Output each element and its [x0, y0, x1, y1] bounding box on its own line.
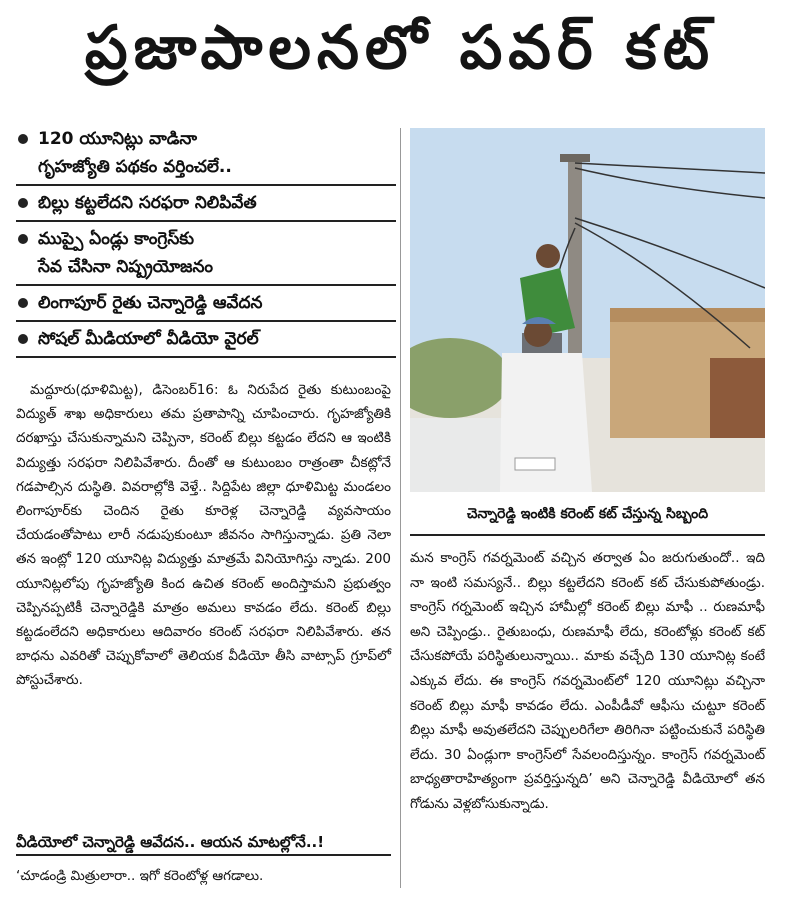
article-paragraph: మద్దూరు(ధూళిమిట్ట), డిసెంబర్16: ఓ నిరుపేద రైతు కుటుంబంపై విద్యుత్ శాఖ అధికారులు తమ ప్రతాపాన్ని చూపించారు. గృహజ్యోతికి దరఖాస్తు చేసుకున్నామని చెప్పినా, కరెంట్ బిల్లు కట్టడం లేదని ఆ ఇంటికి విద్యుత్తు సరఫరా నిలిపివేశారు. దీంతో ఆ కుటుంబం రాత్రంతా చీకట్లోనే గడపాల్సిన దుస్థితి. వివరాల్లోకి వెళ్తే.. సిద్దిపేట జిల్లా ధూళిమిట్ట మండలం లింగాపూర్‌కు చెందిన రైతు కూరెళ్ల చెన్నారెడ్డి వ్యవసాయం చేయడంతోపాటు లారీ నడుపుకుంటూ జీవనం సాగిస్తున్నాడు. ప్రతి నెలా తన ఇంట్లో 120 యూనిట్ల విద్యుత్తు మాత్రమే వినియోగిస్తు న్నాడు. 200 యూనిట్లలోపు గృహజ్యోతి కింద ఉచిత కరెంట్ అందిస్తామని ప్రభుత్వం చెప్పినప్పటికీ చెన్నారెడ్డికి మాత్రం అమలు కావడం లేదు. కరెంట్ బిల్లు కట్టడంలేదని అధికారులు ఆదివారం కరెంట్ సరఫరా నిలిపివేశారు. తన బాధను ఎవరితో చెప్పుకోవాలో తెలియక వీడియో తీసి వాట్సాప్ గ్రూప్‌లో పోస్టుచేశారు. [16, 382, 391, 689]
bullet-dot-icon [18, 198, 28, 208]
bullet-line: ముప్పై ఏండ్లు కాంగ్రెస్‌కు [38, 229, 195, 249]
bullet-line: 120 యూనిట్లు వాడినా [38, 129, 198, 149]
bullet-line: బిల్లు కట్టలేదని సరఫరా నిలిపివేత [38, 193, 257, 213]
bullet-dot-icon [18, 134, 28, 144]
column-divider [400, 128, 401, 888]
news-photo [410, 128, 765, 492]
quote-start: ‘చూడండ్రి మిత్రులారా.. ఇగో కరెంటోళ్ల ఆగడాలు. [16, 868, 264, 884]
headline: ప్రజాపాలనలో పవర్ కట్ [84, 13, 716, 83]
bullet-item [16, 322, 396, 358]
article-body-left [16, 378, 391, 693]
bullet-dot-icon [18, 334, 28, 344]
bullet-dot-icon [18, 234, 28, 244]
photo-caption: చెన్నారెడ్డి ఇంటికి కరెంట్ కట్ చేస్తున్న సిబ్బంది [410, 496, 765, 536]
bullet-line: సోషల్ మీడియాలో వీడియో వైరల్ [38, 329, 259, 349]
bullet-item [16, 186, 396, 222]
section-subheading: వీడియోలో చెన్నారెడ్డి ఆవేదన.. ఆయన మాటల్లోనే..! [16, 830, 391, 856]
bullet-dot-icon [18, 298, 28, 308]
article-body-right [410, 546, 765, 817]
bullet-line: లింగాపూర్ రైతు చెన్నారెడ్డి ఆవేదన [38, 293, 263, 313]
bullet-item [16, 222, 396, 286]
bullet-list [16, 122, 396, 358]
article-paragraph: మన కాంగ్రెస్ గవర్నమెంట్ వచ్చిన తర్వాత ఏం జరుగుతుందో.. ఇది నా ఇంటి సమస్యనే.. బిల్లు కట్టలేదని కరెంట్ కట్ చేసుకుపోతుండ్రు. కాంగ్రెస్ గర్నమెంట్ ఇచ్చిన హామీల్లో కరెంట్ బిల్లు మాఫీ .. రుణమాఫీ అని చెప్పిండ్రు.. రైతుబంధు, రుణమాఫీ లేదు, కరెంటోళ్లు కరెంట్ కట్ చేసుకపోయే పరిస్థితులున్నాయి.. మాకు వచ్చేది 130 యూనిట్ల కంటే ఎక్కువ లేదు. ఈ కాంగ్రెస్ గవర్నమెంట్‌లో 120 యూనిట్లు వచ్చినా కరెంట్ బిల్లు మాఫీ కావడం లేదు. ఎంపీడీవో ఆఫీసు చుట్టూ కరెంట్ బిల్లు మాఫీ అవుతలేదని చెప్పులరిగేలా తిరిగినా పట్టించుకునే పరిస్థితి లేదు. 30 ఏండ్లుగా కాంగ్రెస్‌లో సేవలందిస్తున్నం. కాంగ్రెస్ గవర్నమెంట్ బాధ్యతారాహిత్యంగా ప్రవర్తిస్తున్నది’ అని చెన్నారెడ్డి వీడియోలో తన గోడును వెళ్లబోసుకున్నాడు. [410, 550, 765, 812]
photo-illustration [410, 128, 765, 492]
bullet-item [16, 286, 396, 322]
bullet-line: సేవ చేసినా నిష్ప్రయోజనం [38, 257, 214, 277]
bullet-line: గృహజ్యోతి పథకం వర్తించలే.. [38, 157, 232, 177]
bullet-item [16, 122, 396, 186]
